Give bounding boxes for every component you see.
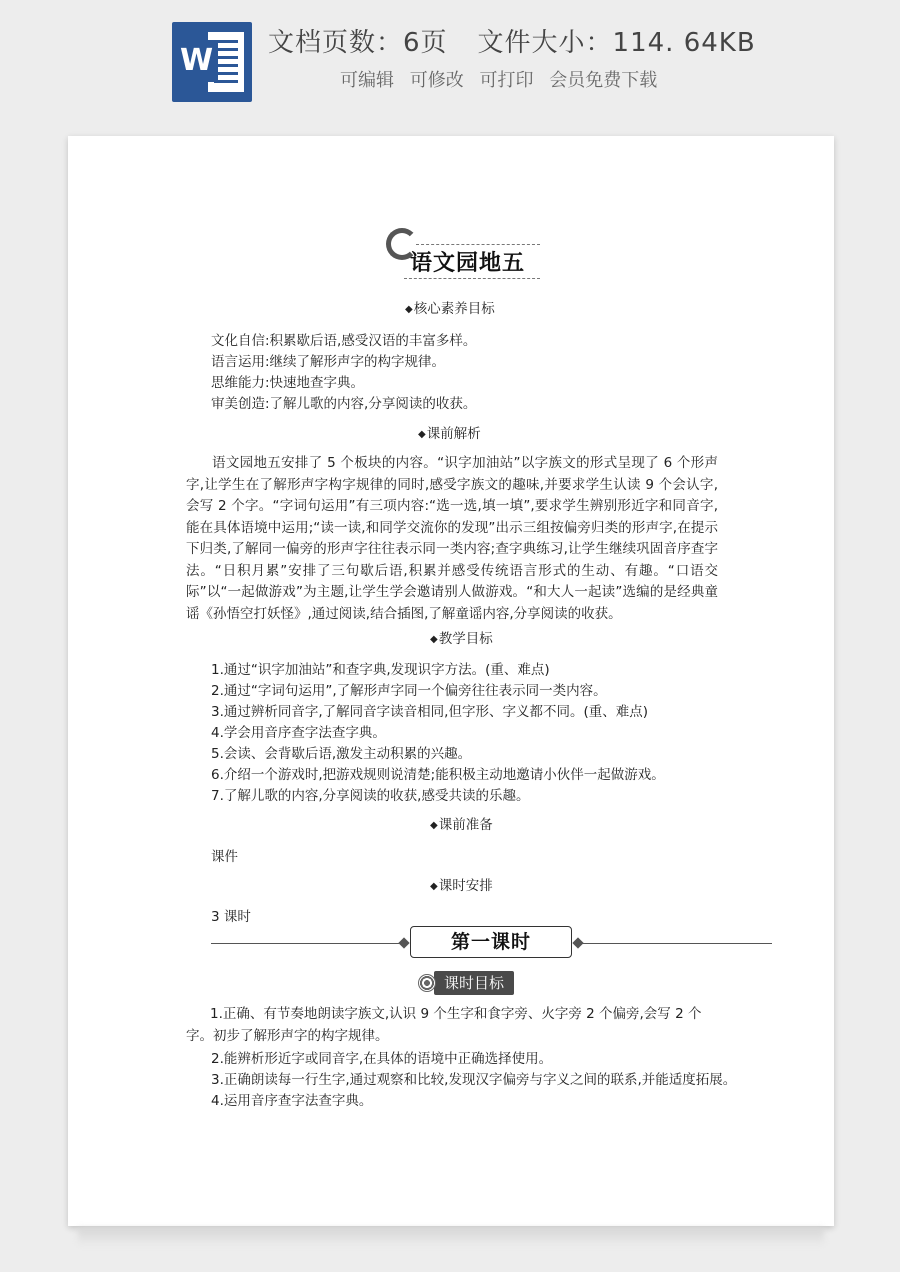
- document-title-block: [386, 228, 546, 284]
- lesson-title: 第一课时: [410, 926, 572, 958]
- document-title: 语文园地五: [410, 251, 526, 276]
- teaching-goal-item: 3.通过辨析同音字,了解同音字读音相同,但字形、字义都不同。(重、难点): [211, 704, 648, 720]
- word-logo-letter: W: [180, 40, 218, 82]
- schedule-text: 3 课时: [211, 909, 251, 925]
- lesson-goal-item: 4.运用音序查字法查字典。: [211, 1093, 373, 1109]
- literacy-item: 语言运用:继续了解形声字的构字规律。: [211, 354, 446, 370]
- literacy-item: 思维能力:快速地查字典。: [211, 375, 365, 391]
- diamond-bullet-icon: ◆: [430, 820, 438, 831]
- teaching-goal-item: 4.学会用音序查字法查字典。: [211, 725, 386, 741]
- section-heading-preparation: ◆课前准备: [430, 817, 493, 833]
- preparation-text: 课件: [211, 849, 238, 865]
- teaching-goal-item: 6.介绍一个游戏时,把游戏规则说清楚;能积极主动地邀请小伙伴一起做游戏。: [211, 767, 665, 783]
- lesson-goal-label: 课时目标: [434, 971, 514, 995]
- word-document-icon: [172, 22, 252, 102]
- section-heading-teaching-goals: ◆教学目标: [430, 631, 493, 647]
- feature-member-download: 会员免费下载: [549, 70, 658, 91]
- title-divider-top: [416, 244, 540, 245]
- file-size: 文件大小：114. 64KB: [477, 28, 756, 58]
- literacy-item: 审美创造:了解儿歌的内容,分享阅读的收获。: [211, 396, 477, 412]
- teaching-goal-item: 2.通过“字词句运用”,了解形声字同一个偏旁往往表示同一类内容。: [211, 683, 607, 699]
- analysis-paragraph: 语文园地五安排了 5 个板块的内容。“识字加油站”以字族文的形式呈现了 6 个形声字,让学生在了解形声字构字规律的同时,感受字族文的趣味,并要求学生认读 9 个会认字,会写 2 个字。“字词句运用”有三项内容:“选一选,填一填”,要求学生辨别形近字和同音字,能在具体语境中运用;“读一读,和同学交流你的发现”出示三组按偏旁归类的形声字,在提示下归类,了解同一偏旁的形声字往往表示同一类内容;查字典练习,让学生继续巩固音序查字法。“日积月累”安排了三句歇后语,积累并感受传统语言形式的生动、有趣。“口语交际”以“一起做游戏”为主题,让学生学会邀请别人做游戏。“和大人一起读”选编的是经典童谣《孙悟空打妖怪》,通过阅读,结合插图,了解童谣内容,分享阅读的收获。: [186, 455, 718, 622]
- section-heading-schedule: ◆课时安排: [430, 878, 493, 894]
- feature-list: [340, 66, 667, 92]
- lesson-goal-badge: [418, 971, 514, 995]
- lesson-divider-right: [582, 943, 772, 944]
- teaching-goal-item: 1.通过“识字加油站”和查字典,发现识字方法。(重、难点): [211, 662, 550, 678]
- feature-printable: 可打印: [479, 70, 534, 91]
- literacy-item: 文化自信:积累歇后语,感受汉语的丰富多样。: [211, 333, 477, 349]
- lesson-goal-item: 1.正确、有节奏地朗读字族文,认识 9 个生字和食字旁、火字旁 2 个偏旁,会写 2 个字。初步了解形声字的构字规律。: [186, 1006, 702, 1044]
- page-count: 文档页数：6页: [268, 28, 448, 58]
- section-heading-literacy: ◆核心素养目标: [405, 301, 495, 317]
- target-icon: [418, 974, 436, 992]
- feature-editable: 可编辑: [340, 70, 394, 91]
- teaching-goal-item: 7.了解儿歌的内容,分享阅读的收获,感受共读的乐趣。: [211, 788, 530, 804]
- diamond-bullet-icon: ◆: [405, 304, 413, 315]
- lesson-goal-item: 3.正确朗读每一行生字,通过观察和比较,发现汉字偏旁与字义之间的联系,并能适度拓展。: [211, 1072, 737, 1088]
- section-heading-analysis: ◆课前解析: [418, 426, 481, 442]
- download-banner: [0, 0, 900, 120]
- teaching-goal-item: 5.会读、会背歇后语,激发主动积累的兴趣。: [211, 746, 472, 762]
- title-divider-bottom: [404, 278, 540, 279]
- file-info: [268, 22, 756, 59]
- feature-modifiable: 可修改: [409, 70, 464, 91]
- diamond-bullet-icon: ◆: [418, 429, 426, 440]
- lesson-goal-item: 2.能辨析形近字或同音字,在具体的语境中正确选择使用。: [211, 1051, 553, 1067]
- lesson-divider-left: [211, 943, 401, 944]
- diamond-bullet-icon: ◆: [430, 634, 438, 645]
- page-shadow: [78, 1228, 824, 1246]
- diamond-bullet-icon: ◆: [430, 881, 438, 892]
